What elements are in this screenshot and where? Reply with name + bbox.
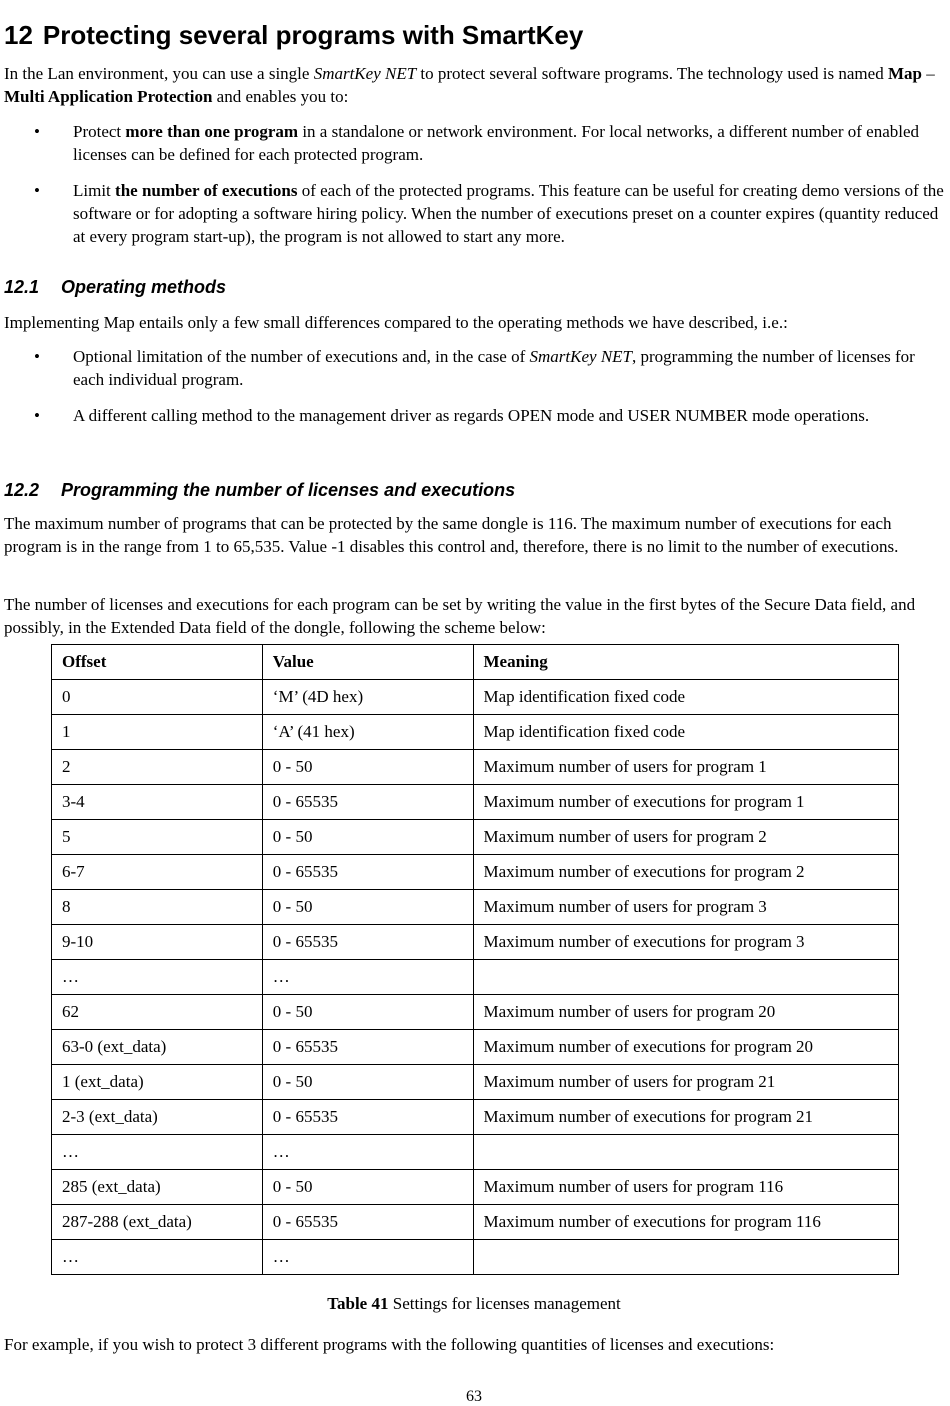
table-row <box>52 750 899 785</box>
table-row <box>52 995 899 1030</box>
value-cell: 0 - 65535 <box>262 785 473 820</box>
table-row <box>52 1065 899 1100</box>
meaning-cell: Maximum number of executions for program 21 <box>473 1100 898 1135</box>
meaning-cell: Maximum number of users for program 116 <box>473 1170 898 1205</box>
section-heading-12-1: 12.1 Operating methods <box>4 277 227 297</box>
value-cell: 0 - 50 <box>262 995 473 1030</box>
table-row <box>52 1240 899 1275</box>
value-cell: 0 - 65535 <box>262 1100 473 1135</box>
meaning-cell: Maximum number of executions for program 3 <box>473 925 898 960</box>
value-cell: 0 - 50 <box>262 890 473 925</box>
meaning-cell: Maximum number of executions for program 1 <box>473 785 898 820</box>
offset-cell: 63-0 (ext_data) <box>52 1030 263 1065</box>
column-header: Meaning <box>473 645 898 680</box>
value-cell: ‘M’ (4D hex) <box>262 680 473 715</box>
value-cell: 0 - 65535 <box>262 855 473 890</box>
offset-cell: 285 (ext_data) <box>52 1170 263 1205</box>
offset-cell: 2 <box>52 750 263 785</box>
page-number: 63 <box>466 1388 482 1405</box>
column-header: Value <box>262 645 473 680</box>
bullet-icon: • <box>34 181 40 200</box>
table-row <box>52 855 899 890</box>
meaning-cell: Maximum number of users for program 2 <box>473 820 898 855</box>
product-name: SmartKey NET <box>313 64 417 83</box>
table-row <box>52 1030 899 1065</box>
offset-cell: 1 <box>52 715 263 750</box>
bullet-icon: • <box>34 406 40 425</box>
table-row <box>52 1135 899 1170</box>
table-row <box>52 680 899 715</box>
meaning-cell <box>473 960 898 995</box>
offset-cell: 0 <box>52 680 263 715</box>
table-row <box>52 820 899 855</box>
meaning-cell: Maximum number of executions for program 2 <box>473 855 898 890</box>
meaning-cell <box>473 1135 898 1170</box>
offset-cell: 1 (ext_data) <box>52 1065 263 1100</box>
value-cell: … <box>262 960 473 995</box>
section-paragraph: The maximum number of programs that can be protected by the same dongle is 116. The maximum number of executions for each program is in the range from 1 to 65,535. Value -1 disables this control and, therefore, there is no limit to the number of executions. <box>4 514 899 556</box>
value-cell: 0 - 50 <box>262 820 473 855</box>
section-heading-12-2: 12.2 Programming the number of licenses and executions <box>4 480 516 500</box>
offset-cell: 6-7 <box>52 855 263 890</box>
meaning-cell: Maximum number of users for program 1 <box>473 750 898 785</box>
table-row <box>52 925 899 960</box>
value-cell: ‘A’ (41 hex) <box>262 715 473 750</box>
value-cell: … <box>262 1240 473 1275</box>
offset-cell: 9-10 <box>52 925 263 960</box>
table-row <box>52 890 899 925</box>
meaning-cell <box>473 1240 898 1275</box>
offset-cell: … <box>52 960 263 995</box>
table-row <box>52 785 899 820</box>
section-paragraph: The number of licenses and executions for each program can be set by writing the value in the first bytes of the Secure Data field, and possibly, in the Extended Data field of the dongle, following the scheme below: <box>4 595 916 637</box>
product-name: SmartKey NET <box>529 347 633 366</box>
value-cell: 0 - 65535 <box>262 925 473 960</box>
meaning-cell: Maximum number of users for program 20 <box>473 995 898 1030</box>
offset-cell: 62 <box>52 995 263 1030</box>
intro-paragraph: In the Lan environment, you can use a single SmartKey NET to protect several software programs. The technology used is named Map – Multi Application Protection and enables you to: <box>4 64 935 106</box>
offset-cell: 2-3 (ext_data) <box>52 1100 263 1135</box>
meaning-cell: Map identification fixed code <box>473 715 898 750</box>
meaning-cell: Maximum number of executions for program 116 <box>473 1205 898 1240</box>
offset-cell: … <box>52 1240 263 1275</box>
example-paragraph: For example, if you wish to protect 3 different programs with the following quantities of licenses and executions: <box>4 1335 775 1354</box>
offset-cell: 5 <box>52 820 263 855</box>
value-cell: 0 - 50 <box>262 1170 473 1205</box>
table-header-row <box>52 645 899 680</box>
table-row <box>52 960 899 995</box>
value-cell: 0 - 65535 <box>262 1030 473 1065</box>
meaning-cell: Maximum number of users for program 21 <box>473 1065 898 1100</box>
chapter-title: Protecting several programs with SmartKey <box>42 20 584 50</box>
table-row <box>52 1100 899 1135</box>
offset-cell: … <box>52 1135 263 1170</box>
value-cell: 0 - 65535 <box>262 1205 473 1240</box>
offset-cell: 287-288 (ext_data) <box>52 1205 263 1240</box>
offset-cell: 8 <box>52 890 263 925</box>
meaning-cell: Maximum number of users for program 3 <box>473 890 898 925</box>
bullet-icon: • <box>34 347 40 366</box>
chapter-number: 12 <box>4 20 33 50</box>
meaning-cell: Maximum number of executions for program 20 <box>473 1030 898 1065</box>
column-header: Offset <box>52 645 263 680</box>
bullet-icon: • <box>34 122 40 141</box>
licenses-table <box>51 644 899 1275</box>
table-caption: Table 41 Settings for licenses management <box>327 1294 621 1313</box>
value-cell: … <box>262 1135 473 1170</box>
table-row <box>52 1205 899 1240</box>
offset-cell: 3-4 <box>52 785 263 820</box>
table-row <box>52 715 899 750</box>
meaning-cell: Map identification fixed code <box>473 680 898 715</box>
chapter-heading <box>4 20 583 51</box>
value-cell: 0 - 50 <box>262 750 473 785</box>
table-row <box>52 1170 899 1205</box>
value-cell: 0 - 50 <box>262 1065 473 1100</box>
section-paragraph: Implementing Map entails only a few small differences compared to the operating methods we have described, i.e.: <box>4 313 788 332</box>
